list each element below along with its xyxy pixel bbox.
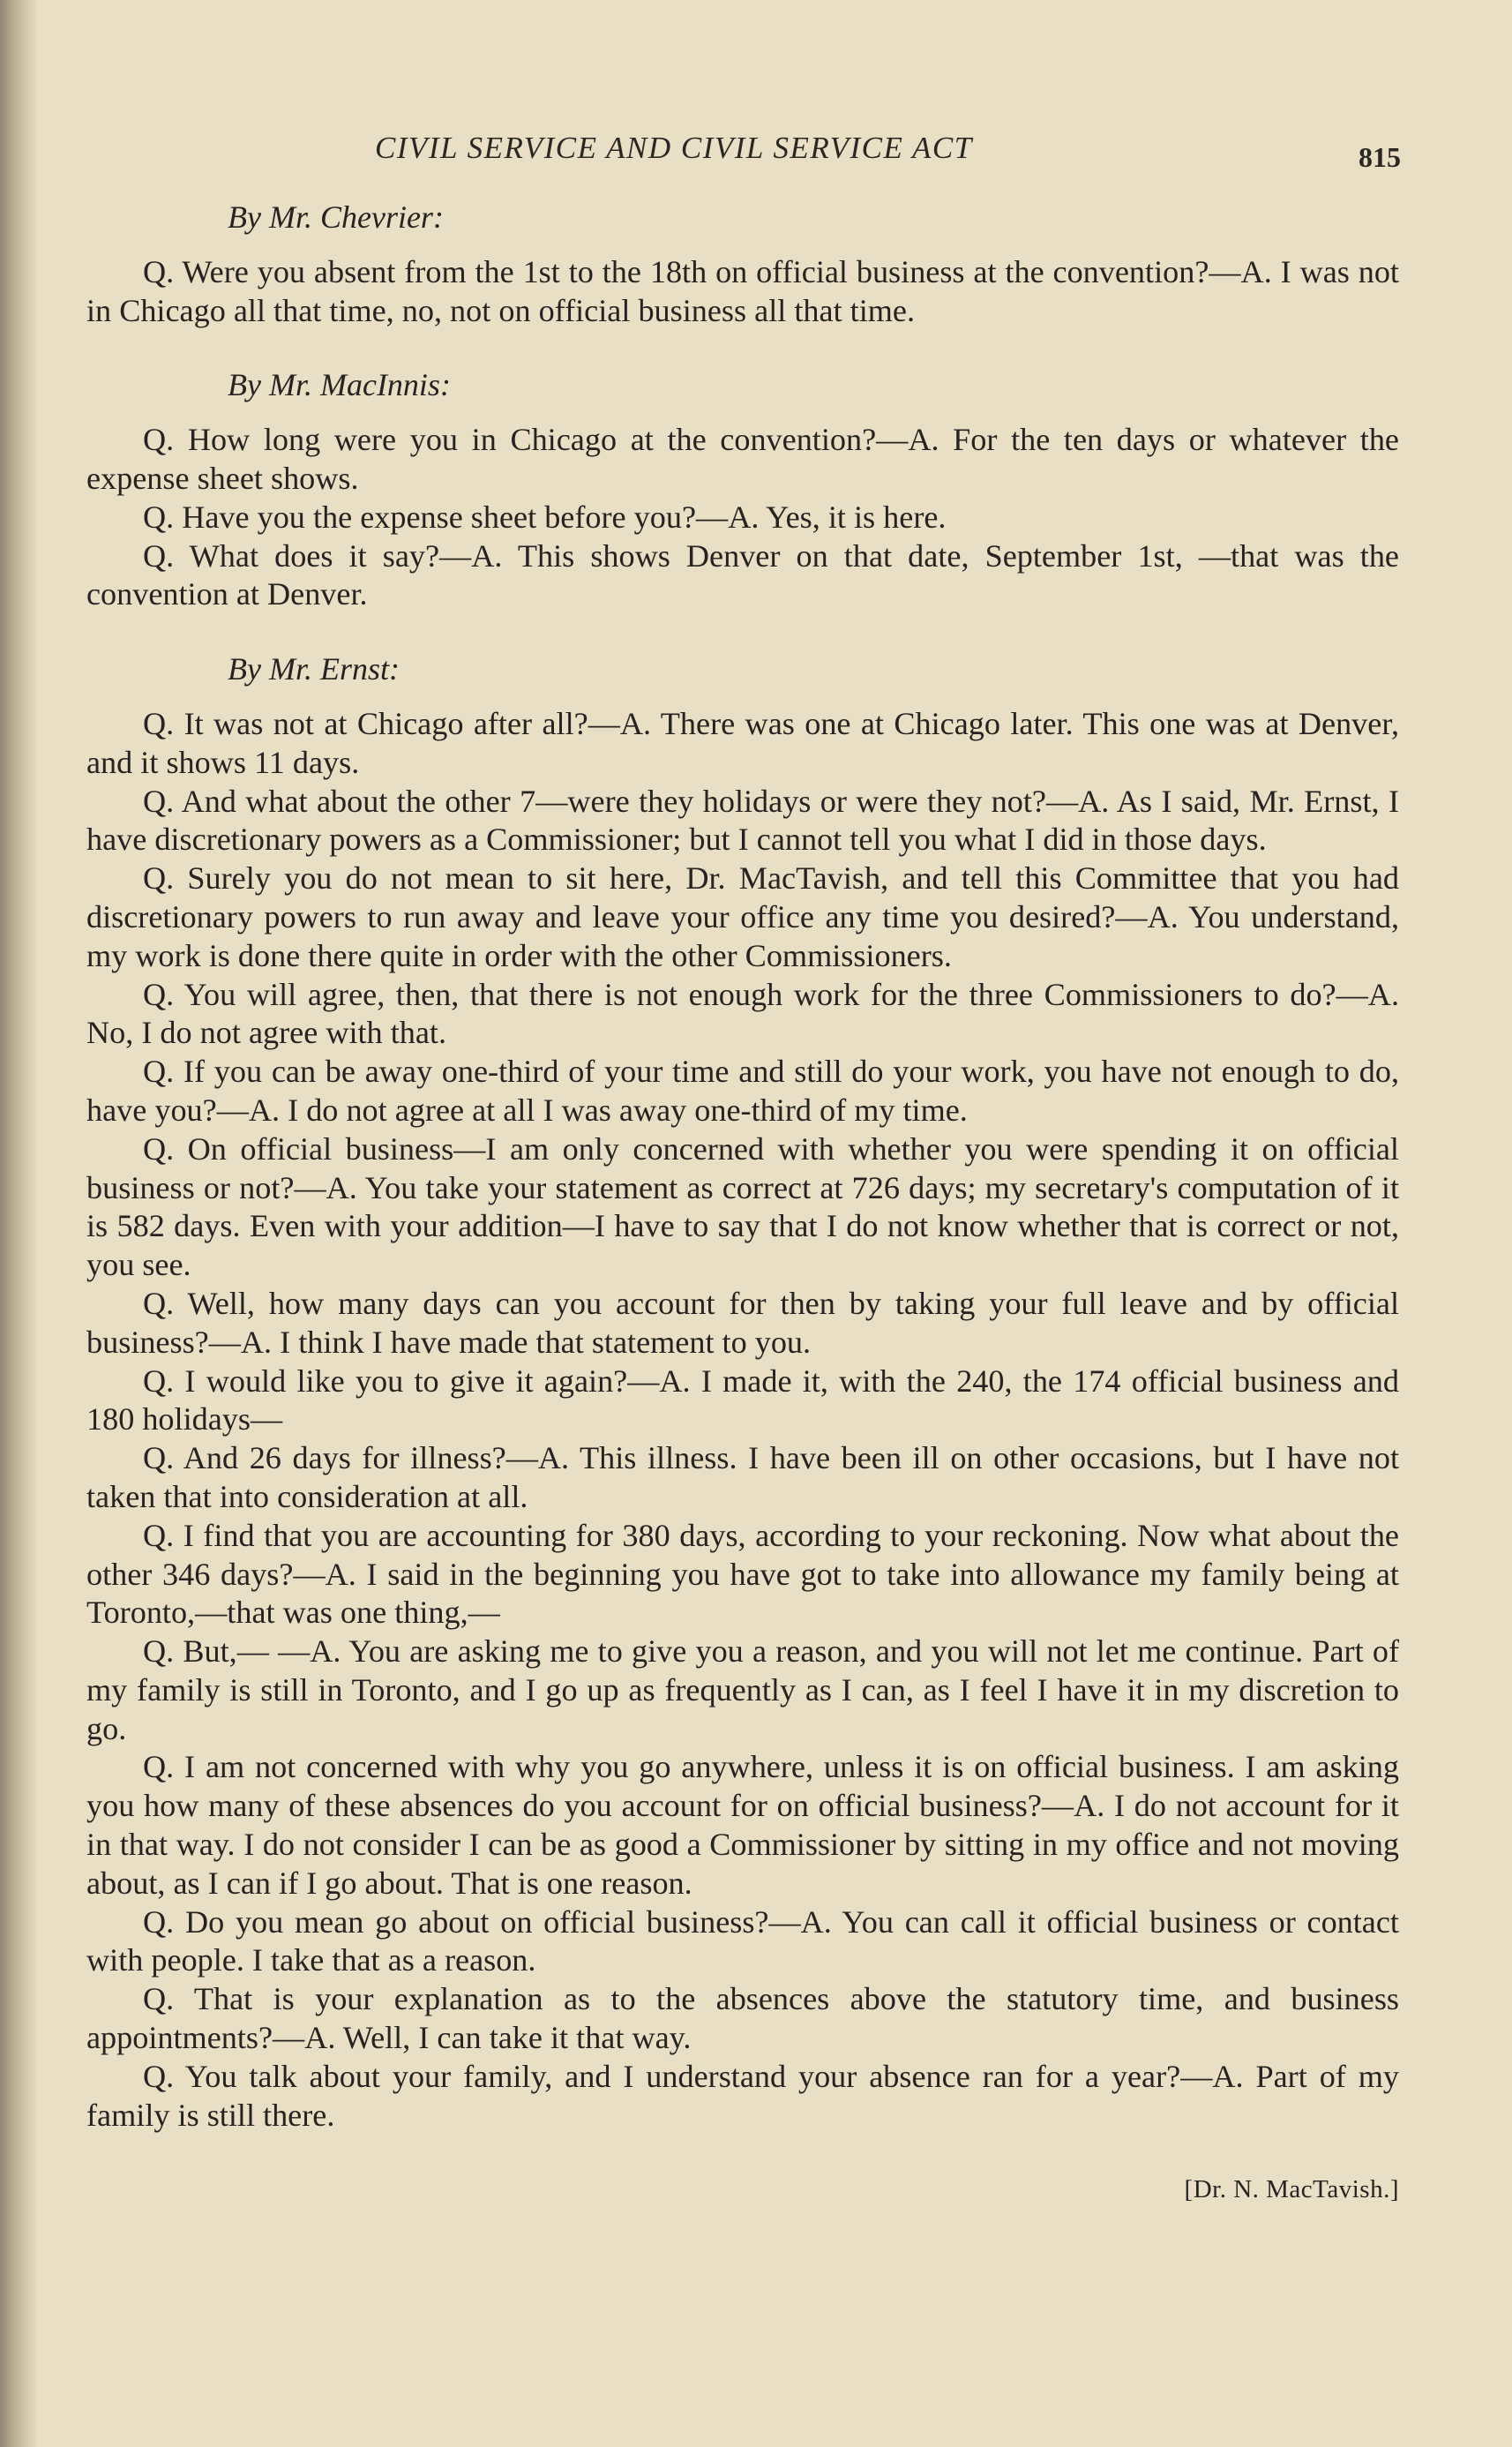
witness-signature: [Dr. N. MacTavish.] — [1184, 2175, 1399, 2204]
question-answer-paragraph: Q. Surely you do not mean to sit here, Dr. MacTavish, and tell this Committee that you had discretionary powers to run away and leave your office any time you desired?—A. You understand, my work is done there quite in order with the other Commissioners. — [86, 860, 1399, 973]
question-answer-paragraph: Q. And 26 days for illness?—A. This illness. I have been ill on other occasions, but I have not taken that into consideration at all. — [86, 1440, 1399, 1514]
question-answer-paragraph: Q. Were you absent from the 1st to the 18th on official business at the convention?—A. I was not in Chicago all that time, no, not on official business all that time. — [86, 253, 1399, 328]
question-answer-paragraph: Q. How long were you in Chicago at the convention?—A. For the ten days or whatever the expense sheet shows. — [86, 422, 1399, 496]
examiner-heading: By Mr. MacInnis: — [228, 367, 451, 403]
transcript-body — [86, 199, 1399, 2210]
question-answer-paragraph: Q. You will agree, then, that there is not enough work for the three Commissioners to do?—A. No, I do not agree with that. — [86, 976, 1399, 1051]
examination-section — [86, 199, 1399, 330]
question-answer-paragraph: Q. And what about the other 7—were they holidays or were they not?—A. As I said, Mr. Ernst, I have discretionary powers as a Commissioner; but I cannot tell you what I did in those days. — [86, 783, 1399, 858]
question-answer-paragraph: Q. You talk about your family, and I understand your absence ran for a year?—A. Part of my family is still there. — [86, 2058, 1399, 2133]
question-answer-paragraph: Q. I would like you to give it again?—A. I made it, with the 240, the 174 official business and 180 holidays— — [86, 1362, 1399, 1437]
sections-container — [86, 199, 1399, 2135]
examiner-heading: By Mr. Chevrier: — [228, 199, 444, 235]
question-answer-paragraph: Q. Well, how many days can you account for then by taking your full leave and by official business?—A. I think I have made that statement to you. — [86, 1285, 1399, 1360]
question-answer-paragraph: Q. Have you the expense sheet before you?—A. Yes, it is here. — [143, 499, 947, 535]
examination-section — [86, 650, 1399, 2135]
question-answer-paragraph: Q. If you can be away one-third of your time and still do your work, you have not enough to do, have you?—A. I do not agree at all I was away one-third of my time. — [86, 1054, 1399, 1128]
question-answer-paragraph: Q. I find that you are accounting for 380 days, according to your reckoning. Now what about the other 346 days?—A. I said in the beginning you have got to take into allowance my family being at Toronto,—that was one thing,— — [86, 1517, 1399, 1631]
running-head: CIVIL SERVICE AND CIVIL SERVICE ACT — [375, 131, 973, 165]
question-answer-paragraph: Q. Do you mean go about on official business?—A. You can call it official business or contact with people. I take that as a reason. — [86, 1903, 1399, 1978]
examination-section — [86, 366, 1399, 614]
question-answer-paragraph: Q. I am not concerned with why you go anywhere, unless it is on official business. I am asking you how many of these absences do you account for on official business?—A. I do not account for it in that way. I do not consider I can be as good a Commissioner by sitting in my office and not moving about, as I can if I go about. That is one reason. — [86, 1749, 1399, 1901]
page-number: 815 — [1359, 141, 1401, 173]
question-answer-paragraph: Q. It was not at Chicago after all?—A. There was one at Chicago later. This one was at Denver, and it shows 11 days. — [86, 705, 1399, 780]
question-answer-paragraph: Q. What does it say?—A. This shows Denver on that date, September 1st, —that was the convention at Denver. — [86, 537, 1399, 612]
examiner-heading: By Mr. Ernst: — [228, 651, 400, 687]
question-answer-paragraph: Q. That is your explanation as to the absences above the statutory time, and business appointments?—A. Well, I can take it that way. — [86, 1981, 1399, 2056]
question-answer-paragraph: Q. On official business—I am only concerned with whether you were spending it on official business or not?—A. You take your statement as correct at 726 days; my secretary's computation of it is 582 days. Even with your addition—I have to say that I do not know whether that is correct or not, you see. — [86, 1130, 1399, 1283]
question-answer-paragraph: Q. But,— —A. You are asking me to give you a reason, and you will not let me continue. Part of my family is still in Toronto, and I go up as frequently as I can, as I feel I have it in my discretion to go. — [86, 1633, 1399, 1746]
